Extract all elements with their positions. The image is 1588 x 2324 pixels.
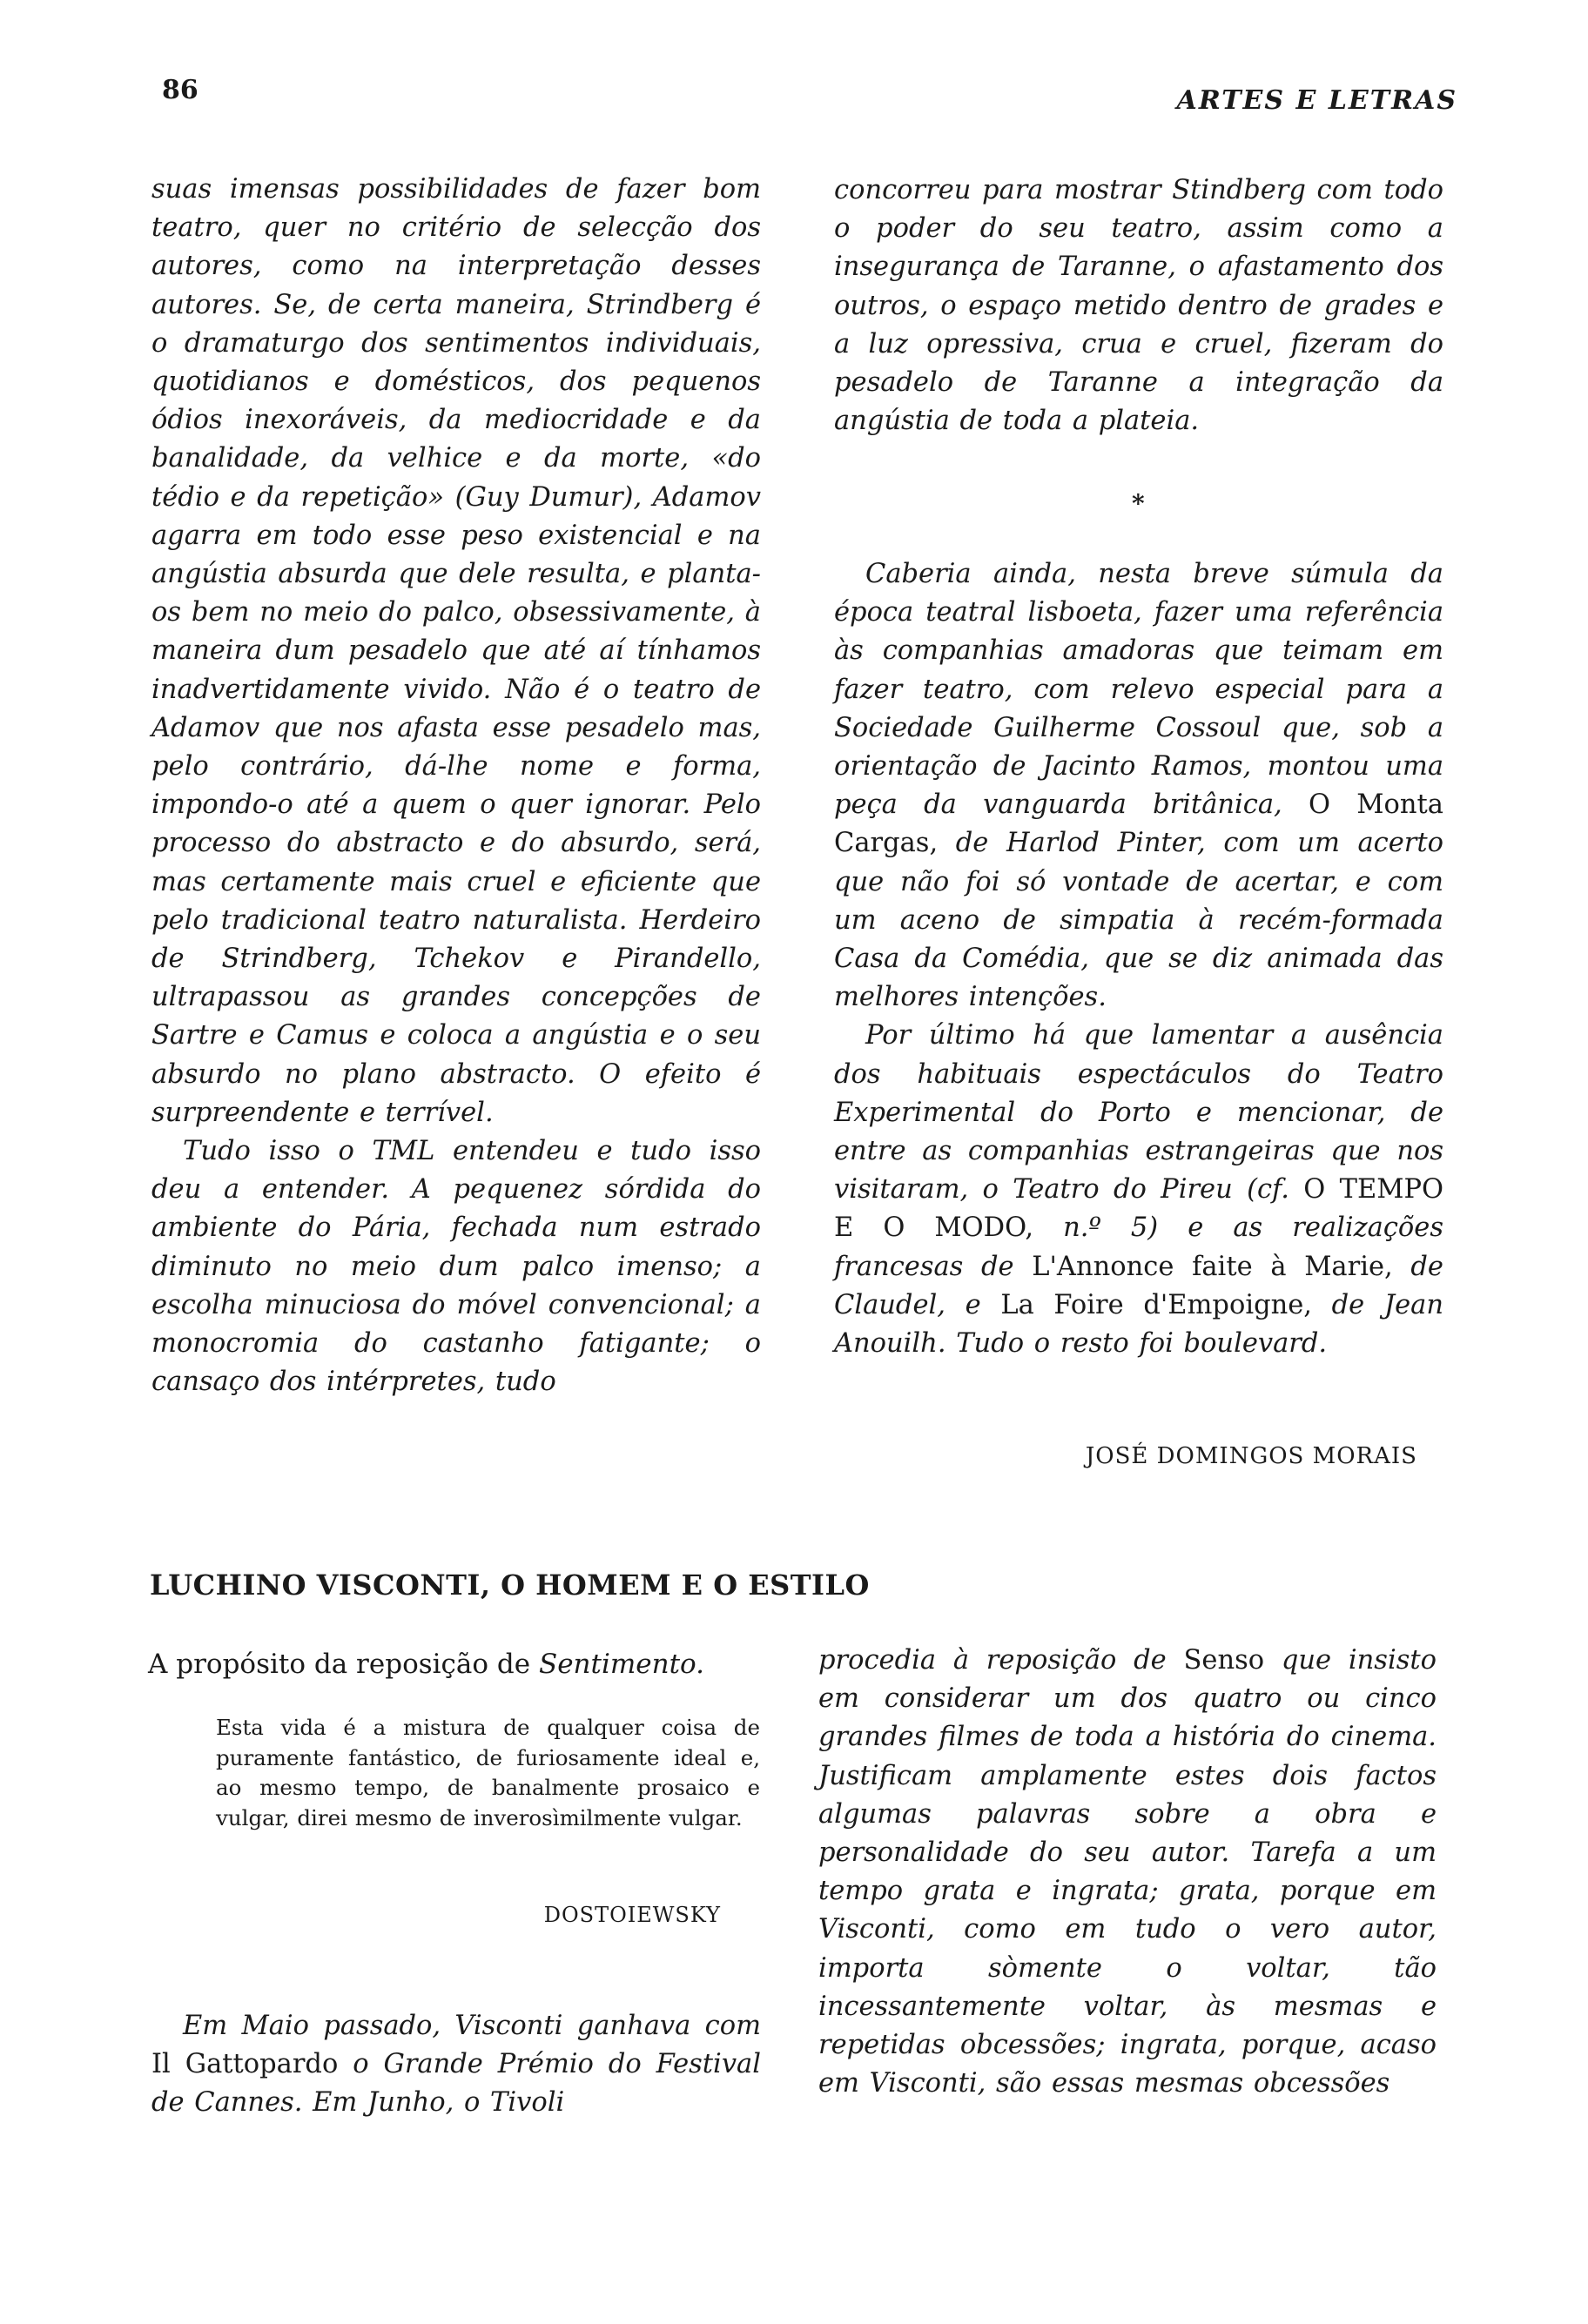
article1-left-paragraph-1: suas imensas possibilidades de fazer bom teatro, quer no critério de selecção dos autores, como na interpretação desses autores. Se, de certa maneira, Strindberg é o dramaturgo dos sentimentos individuais, quotidianos e domésticos, dos pequenos ódios inexoráveis, da mediocridade e da banalidade, da velhice e da morte, «do tédio e da repetição» (Guy Dumur), Adamov agarra em todo esse peso existencial e na angústia absurda que dele resulta, e planta-os bem no meio do palco, obsessivamente, à maneira dum pesadelo que até aí tínhamos inadvertidamente vivido. Não é o teatro de Adamov que nos afasta esse pesadelo mas, pelo contrário, dá-lhe nome e forma, impondo-o até a quem o quer ignorar. Pelo processo do abstracto e do absurdo, será, mas certamente mais cruel e eficiente que pelo tradicional teatro naturalista. Herdeiro de Strindberg, Tchekov e Pirandello, ultrapassou as grandes concepções de Sartre e Camus e coloca a angústia e o seu absurdo no plano abstracto. O efeito é surpreendente e terrível. <box>151 174 761 1128</box>
play-title-monta-cargas: O Monta Cargas, <box>834 789 1443 859</box>
article1-right-paragraph-2: Caberia ainda, nesta breve súmula da época teatral lisboeta, fazer uma referência às companhias amadoras que teimam em fazer teatro, com relevo especial para a Sociedade Guilherme Cossoul que, sob a orientação de Jacinto Ramos, montou uma peça da vanguarda britânica, O Monta Cargas, de Harlod Pinter, com um acerto que não foi só vontade de acertar, e com um aceno de simpatia à recém-formada Casa da Comédia, que se diz animada das melhores intenções. <box>834 559 1443 1013</box>
running-head: ARTES E LETRAS <box>1176 85 1457 116</box>
epigraph-author: DOSTOIEWSKY <box>543 1903 721 1927</box>
article1-right-column-top <box>834 171 1443 440</box>
play-title-foire: La Foire d'Empoigne, <box>1000 1289 1312 1320</box>
article2-title: LUCHINO VISCONTI, O HOMEM E O ESTILO <box>150 1568 870 1602</box>
section-separator: * <box>1132 489 1145 518</box>
article1-left-column <box>151 171 761 1402</box>
article2-subtitle: A propósito da reposição de Sentimento. <box>148 1649 705 1680</box>
film-title-gattopardo: Il Gattopardo <box>151 2049 339 2080</box>
film-title-senso: Senso <box>1183 1645 1265 1676</box>
article2-left-paragraph: Em Maio passado, Visconti ganhava com Il Gattopardo o Grande Prémio do Festival de Cannes. Em Junho, o Tivoli <box>151 2011 761 2119</box>
page-number: 86 <box>162 75 198 105</box>
article2-right-paragraph: procedia à reposição de Senso que insisto em considerar um dos quatro ou cinco grandes filmes de toda a história do cinema. Justificam amplamente estes dois factos algumas palavras sobre a obra e personalidade do seu autor. Tarefa a um tempo grata e ingrata; grata, porque em Visconti, como em tudo o vero autor, importa sòmente o voltar, tão incessantemente voltar, às mesmas e repetidas obcessões; ingrata, porque, acaso em Visconti, são essas mesmas obcessões <box>818 1645 1437 2099</box>
article2-right-column <box>818 1642 1437 2103</box>
article1-left-paragraph-2: Tudo isso o TML entendeu e tudo isso deu a entender. A pequenez sórdida do ambiente do Pária, fechada num estrado diminuto no meio dum palco imenso; a escolha minuciosa do móvel convencional; a monocromia do castanho fatigante; o cansaço dos intérpretes, tudo <box>151 1136 761 1398</box>
magazine-name: O TEMPO E O MODO, <box>834 1174 1443 1244</box>
article1-right-paragraph-1: concorreu para mostrar Stindberg com todo o poder do seu teatro, assim como a insegurança de Taranne, o afastamento dos outros, o espaço metido dentro de grades e a luz opressiva, crua e cruel, fizeram do pesadelo de Taranne a integração da angústia de toda a plateia. <box>834 175 1443 437</box>
article2-left-column <box>151 2007 761 2123</box>
epigraph-quote: Esta vida é a mistura de qualquer coisa de puramente fantástico, de furiosamente ideal e, ao mesmo tempo, de banalmente prosaico e vulgar, direi mesmo de inverosìmilmente vulgar. <box>216 1715 760 1830</box>
author-signature: JOSÉ DOMINGOS MORAIS <box>1085 1443 1417 1469</box>
play-title-annonce: L'Annonce faite à Marie, <box>1032 1251 1393 1282</box>
article1-right-column-bottom <box>834 555 1443 1363</box>
article1-right-paragraph-3: Por último há que lamentar a ausência dos habituais espectáculos do Teatro Experimental do Porto e mencionar, de entre as companhias estrangeiras que nos visitaram, o Teatro do Pireu (cf. O TEMPO E O MODO, n.º 5) e as realizações francesas de L'Annonce faite à Marie, de Claudel, e La Foire d'Empoigne, de Jean Anouilh. Tudo o resto foi boulevard. <box>834 1020 1443 1360</box>
